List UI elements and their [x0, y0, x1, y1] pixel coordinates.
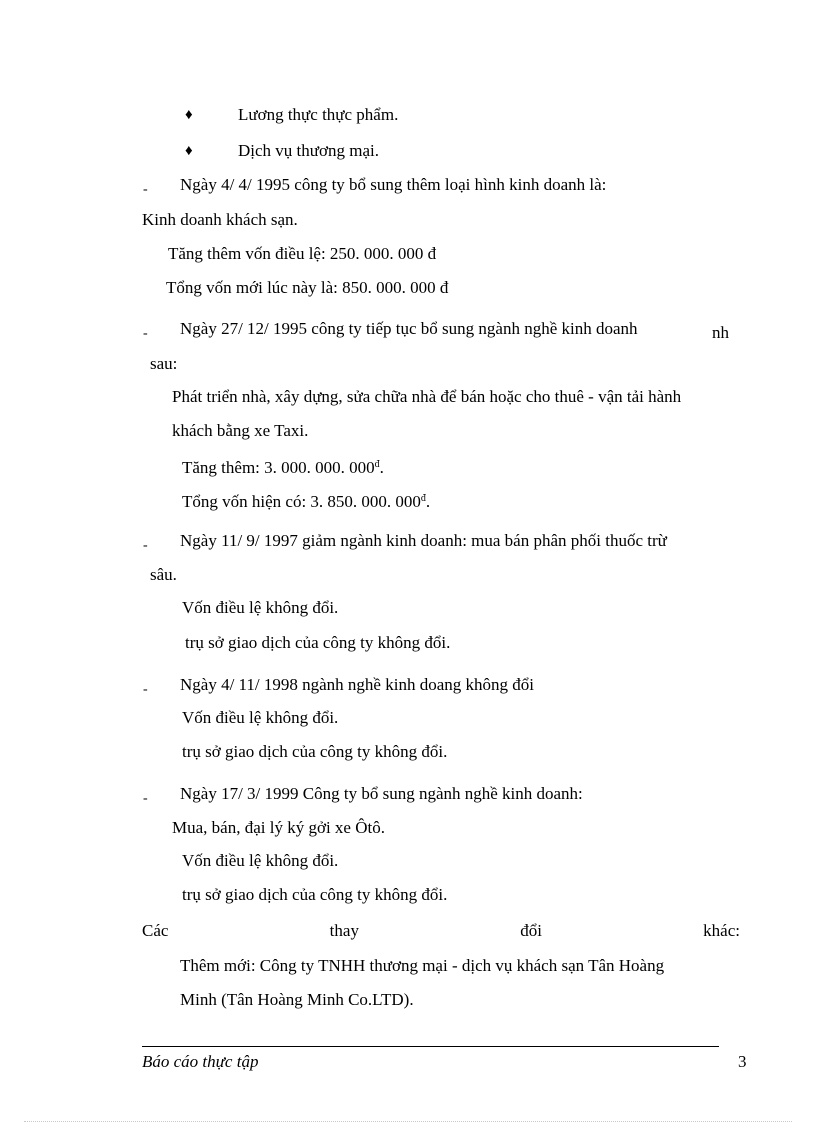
- heading-word: khác:: [703, 921, 740, 940]
- entry-1997-capital: Vốn điều lệ không đổi.: [182, 598, 339, 617]
- heading-word: Các: [142, 921, 169, 940]
- entry-1995-12-line1: Ngày 27/ 12/ 1995 công ty tiếp tục bổ sung ngành nghề kinh doanh: [180, 319, 638, 338]
- bullet-item-food: Lương thực thực phẩm.: [238, 105, 399, 124]
- diamond-bullet-icon: ♦: [185, 107, 193, 123]
- other-changes-heading: [142, 921, 740, 941]
- footer-label: Báo cáo thực tập: [142, 1052, 259, 1071]
- other-changes-line2: Minh (Tân Hoàng Minh Co.LTD).: [180, 990, 414, 1009]
- entry-1997-line2: sâu.: [150, 565, 177, 584]
- page-bottom-dotted-border: [24, 1121, 792, 1122]
- entry-1999-capital: Vốn điều lệ không đổi.: [182, 851, 339, 870]
- entry-1998-capital: Vốn điều lệ không đổi.: [182, 708, 339, 727]
- entry-1999-office: trụ sở giao dịch của công ty không đổi.: [182, 885, 448, 904]
- entry-1995-12-desc2: khách bằng xe Taxi.: [172, 421, 309, 440]
- other-changes-line1: Thêm mới: Công ty TNHH thương mại - dịch vụ khách sạn Tân Hoàng: [180, 956, 665, 975]
- entry-1997-line1: Ngày 11/ 9/ 1997 giảm ngành kinh doanh: mua bán phân phối thuốc trừ: [180, 531, 667, 550]
- entry-1995-12-desc1: Phát triển nhà, xây dựng, sửa chữa nhà để bán hoặc cho thuê - vận tải hành: [172, 387, 682, 406]
- entry-1995-04-line1: Ngày 4/ 4/ 1995 công ty bổ sung thêm loại hình kinh doanh là:: [180, 175, 607, 194]
- entry-1998-line1: Ngày 4/ 11/ 1998 ngành nghề kinh doang không đổi: [180, 675, 534, 694]
- entry-1999-item: Mua, bán, đại lý ký gởi xe Ôtô.: [172, 818, 385, 837]
- heading-word: thay: [329, 921, 359, 940]
- entry-1995-04-capital-increase: Tăng thêm vốn điều lệ: 250. 000. 000 đ: [168, 244, 437, 263]
- entry-1995-12-total: Tổng vốn hiện có: 3. 850. 000. $000^đ$.: [182, 492, 431, 511]
- footer-divider: [142, 1046, 719, 1047]
- entry-1997-office: trụ sở giao dịch của công ty không đổi.: [185, 633, 451, 652]
- bullet-item-trade-service: Dịch vụ thương mại.: [238, 141, 379, 160]
- entry-1998-office: trụ sở giao dịch của công ty không đổi.: [182, 742, 448, 761]
- dash-marker: -: [143, 791, 148, 806]
- entry-1995-04-total-capital: Tổng vốn mới lúc này là: 850. 000. 000 đ: [166, 278, 449, 297]
- diamond-bullet-icon: ♦: [185, 143, 193, 159]
- heading-word: đổi: [520, 921, 542, 940]
- dash-marker: -: [143, 682, 148, 697]
- entry-1995-12-increase: Tăng thêm: 3. 000. 000. $000^đ$.: [182, 458, 384, 477]
- entry-1995-12-line1-tail: nh: [712, 323, 729, 342]
- dash-marker: -: [143, 182, 148, 197]
- entry-1999-line1: Ngày 17/ 3/ 1999 Công ty bổ sung ngành nghề kinh doanh:: [180, 784, 583, 803]
- entry-1995-12-line2: sau:: [150, 354, 178, 373]
- page-number: 3: [738, 1052, 747, 1071]
- entry-1995-04-line2: Kinh doanh khách sạn.: [142, 210, 298, 229]
- dash-marker: -: [143, 538, 148, 553]
- dash-marker: -: [143, 326, 148, 341]
